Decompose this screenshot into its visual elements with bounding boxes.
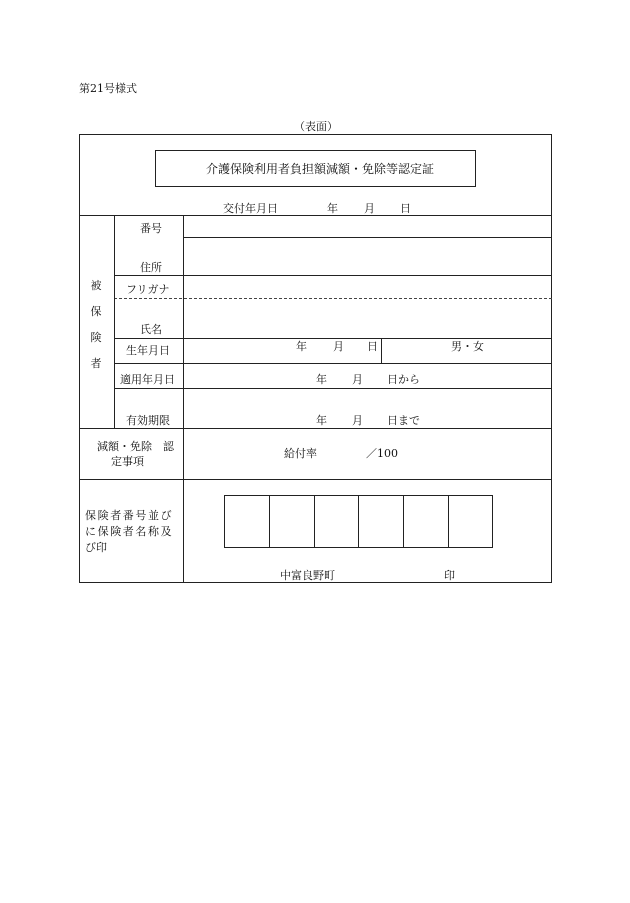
- valid-day: 日まで: [387, 414, 420, 427]
- birth-year: 年: [296, 340, 307, 353]
- insurer-seal: 印: [444, 569, 455, 582]
- reduction-label-line1: 減額・免除 認: [97, 440, 174, 453]
- rule-furigana-dashed: [114, 298, 552, 299]
- issue-date-label: 交付年月日: [223, 202, 278, 215]
- rule-group-divider: [114, 215, 115, 428]
- insurer-label-line3: び印: [85, 541, 107, 554]
- insurer-number-cell-divider: [448, 495, 449, 548]
- insurer-name: 中富良野町: [280, 569, 335, 582]
- rule-number-bottom: [183, 237, 552, 238]
- rule-address-bottom: [114, 275, 552, 276]
- reduction-label-line2: 定事項: [111, 455, 144, 468]
- insured-group-label: 被 保 険 者: [90, 279, 102, 370]
- side-label: （表面）: [294, 120, 338, 133]
- rule-gender-divider: [381, 338, 382, 363]
- insurer-label-line2: に保険者名称及: [85, 525, 174, 538]
- certificate-title: 介護保険利用者負担額減額・免除等認定証: [206, 162, 435, 176]
- insurer-number-cell-divider: [314, 495, 315, 548]
- rule-birth-bottom: [114, 363, 552, 364]
- rule-applied-bottom: [114, 388, 552, 389]
- name-label: 氏名: [140, 323, 162, 336]
- insurer-number-cell-divider: [269, 495, 270, 548]
- rate-suffix: ／100: [366, 447, 398, 460]
- valid-until-label: 有効期限: [126, 414, 170, 427]
- issue-year: 年: [327, 202, 338, 215]
- form-number: 第21号様式: [79, 82, 137, 95]
- applied-date-label: 適用年月日: [120, 373, 175, 386]
- insurer-number-cell-divider: [358, 495, 359, 548]
- rule-insured-top: [79, 215, 552, 216]
- address-label: 住所: [140, 261, 162, 274]
- rate-label: 給付率: [284, 447, 317, 460]
- valid-year: 年: [316, 414, 327, 427]
- birth-month: 月: [333, 340, 344, 353]
- issue-day: 日: [400, 202, 411, 215]
- rule-label-divider: [183, 215, 184, 583]
- number-label: 番号: [140, 222, 162, 235]
- rule-reduction-bottom: [79, 479, 552, 480]
- furigana-label: フリガナ: [126, 283, 170, 296]
- valid-month: 月: [352, 414, 363, 427]
- applied-day: 日から: [387, 373, 420, 386]
- gender-selector: 男・女: [451, 340, 484, 353]
- birth-day: 日: [367, 340, 378, 353]
- issue-month: 月: [364, 202, 375, 215]
- birthdate-label: 生年月日: [126, 344, 170, 357]
- insurer-number-cell-divider: [403, 495, 404, 548]
- insurer-label-line1: 保険者番号並び: [85, 509, 174, 522]
- applied-year: 年: [316, 373, 327, 386]
- rule-name-bottom: [114, 338, 552, 339]
- applied-month: 月: [352, 373, 363, 386]
- rule-insured-bottom: [79, 428, 552, 429]
